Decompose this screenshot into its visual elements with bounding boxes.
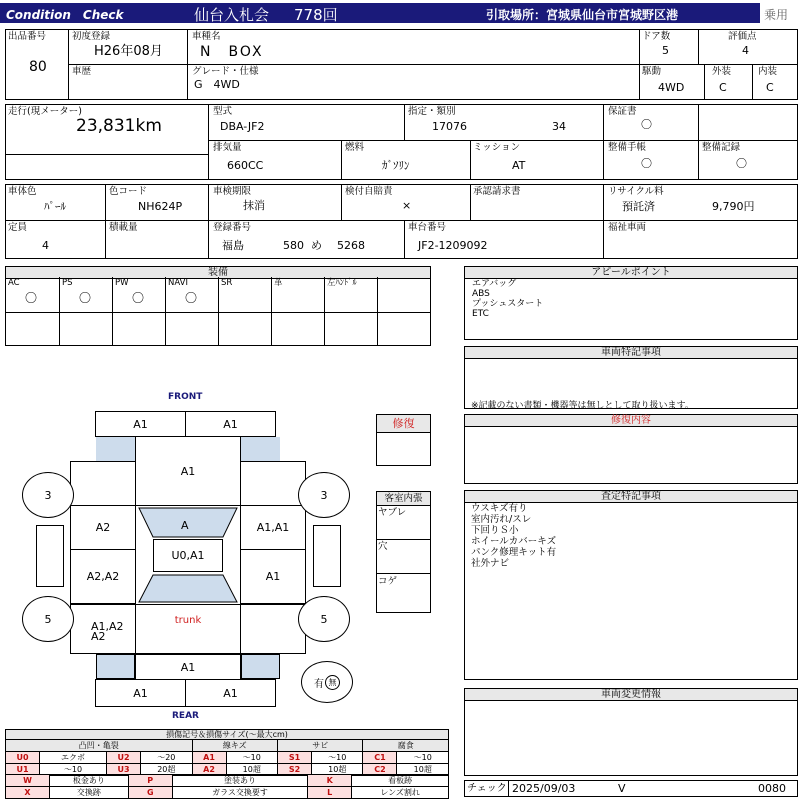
cabin-item-2: コゲ — [378, 576, 398, 587]
legend-code: G — [128, 787, 172, 799]
exterior-label: 外装 — [712, 66, 732, 77]
headlight-left — [96, 437, 135, 461]
mirror-left — [36, 525, 64, 587]
taillight-left — [96, 654, 135, 679]
rear-door-left[interactable]: A2,A2 — [70, 549, 136, 604]
legend-code: C2 — [363, 764, 397, 776]
wheel-rear-left[interactable]: 5 — [22, 596, 74, 642]
liability-label: 検付自賠責 — [345, 186, 393, 197]
plate-kana: め — [311, 239, 322, 252]
legend-code: A1 — [192, 752, 226, 764]
repair-box-title: 修復 — [377, 415, 430, 433]
legend-group-1: 線キズ — [192, 740, 277, 752]
spare-mark: 無 — [325, 675, 340, 690]
equip-value-2: 〇 — [132, 291, 145, 305]
category-label: 乗用 — [764, 8, 789, 22]
displacement: 660CC — [227, 159, 264, 172]
lot-number: 80 — [29, 59, 47, 75]
appeal-line-2: プッシュスタート — [472, 299, 544, 309]
appeal-line-1: ABS — [472, 289, 490, 299]
mirror-right — [313, 525, 341, 587]
warranty: 〇 — [641, 118, 652, 131]
legend-desc: 10超 — [226, 764, 277, 776]
special-title: 車両特記事項 — [465, 347, 797, 359]
headlight-right — [241, 437, 280, 461]
legend-code: S2 — [278, 764, 312, 776]
body-color: ﾊﾟｰﾙ — [44, 200, 66, 213]
special-panel — [464, 346, 798, 409]
transmission: AT — [512, 159, 526, 172]
inspection-line-4: パンク修理キット有 — [471, 547, 557, 558]
inspection-panel — [464, 490, 798, 680]
check-date: 2025/09/03 — [512, 782, 576, 795]
capacity-label: 定員 — [8, 222, 28, 233]
inspection-title: 査定特記事項 — [465, 491, 797, 503]
check-code: 0080 — [758, 782, 786, 795]
interior-grade: C — [766, 81, 774, 94]
legend-desc: 20超 — [141, 764, 192, 776]
legend-desc: 〜10 — [226, 752, 277, 764]
legend-table-2 — [5, 774, 449, 799]
fuel-label: 燃料 — [345, 142, 365, 153]
equip-label-6: 左ﾊﾝﾄﾞﾙ — [327, 278, 357, 288]
rear-bumper-right[interactable]: A1 — [185, 679, 276, 707]
plate-class: 580 — [283, 239, 304, 252]
inspection-label: 車検期限 — [213, 186, 252, 197]
body-color-label: 車体色 — [8, 186, 37, 197]
maint-record-label: 整備記録 — [702, 142, 741, 153]
equip-label-3: NAVI — [168, 278, 188, 288]
equip-value-0: 〇 — [25, 291, 38, 305]
model-label: 型式 — [213, 106, 233, 117]
legend-desc: レンズ割れ — [352, 787, 449, 799]
legend-code: U3 — [107, 764, 141, 776]
rear-gate[interactable]: A1 — [135, 654, 241, 680]
rear-quarter-right[interactable] — [240, 604, 306, 654]
legend-code: U1 — [6, 764, 40, 776]
legend-code: K — [308, 775, 352, 787]
first-reg: H26年08月 — [94, 44, 163, 59]
capacity: 4 — [42, 239, 49, 252]
grade: G 4WD — [194, 78, 240, 91]
legend-desc: 交換跡 — [50, 787, 129, 799]
warranty-label: 保証書 — [608, 106, 637, 117]
legend-desc: 〜10 — [312, 752, 363, 764]
inspection-line-0: ウスキズ有り — [471, 503, 528, 514]
legend-desc: ガラス交換要す — [172, 787, 307, 799]
legend-code: C1 — [363, 752, 397, 764]
taillight-right — [241, 654, 280, 679]
recycle-label: リサイクル料 — [608, 186, 664, 197]
color-code-label: 色コード — [109, 186, 148, 197]
inspection-line-2: 下回りＳ小 — [471, 525, 519, 536]
score: 4 — [742, 44, 749, 57]
maint-manual: 〇 — [641, 157, 652, 170]
change-panel — [464, 688, 798, 776]
rear-door-right[interactable]: A1 — [240, 549, 306, 604]
appeal-line-3: ETC — [472, 309, 489, 319]
quarter-left-label-2: A2 — [91, 630, 106, 643]
auction-name: 仙台入札会 — [194, 6, 270, 24]
wheel-front-right[interactable]: 3 — [298, 472, 350, 518]
lot-round: 778回 — [294, 6, 338, 24]
equip-label-1: PS — [62, 278, 73, 288]
legend-group-0: 凸凹・亀裂 — [6, 740, 193, 752]
legend-code: L — [308, 787, 352, 799]
inspection-line-3: ホイールカバーキズ — [471, 536, 557, 547]
equip-label-4: SR — [221, 278, 233, 288]
model-code: DBA-JF2 — [220, 120, 265, 133]
equip-label-5: 革 — [274, 278, 283, 288]
front-door-right[interactable]: A1,A1 — [240, 505, 306, 550]
front-fender-left[interactable] — [70, 461, 136, 506]
rear-label: REAR — [172, 711, 199, 721]
legend-title: 損傷記号＆損傷サイズ(〜最大cm) — [5, 729, 449, 740]
load-label: 積載量 — [109, 222, 138, 233]
drive: 4WD — [658, 81, 685, 94]
liability: × — [402, 199, 412, 212]
doors: 5 — [662, 44, 669, 57]
legend-group-3: 腐食 — [363, 740, 449, 752]
legend-desc: 塗装あり — [172, 775, 307, 787]
car-name: N BOX — [200, 44, 264, 60]
plate-area: 福島 — [222, 239, 244, 252]
chassis-number: JF2-1209092 — [418, 239, 488, 252]
legend-desc: 〜10 — [397, 752, 449, 764]
approval-label: 承認請求書 — [473, 186, 521, 197]
hood[interactable]: A1 — [135, 436, 241, 506]
maint-record: 〇 — [736, 157, 747, 170]
roof[interactable]: U0,A1 — [153, 539, 223, 572]
wheel-front-left[interactable]: 3 — [22, 472, 74, 518]
trunk-panel[interactable]: trunk — [135, 604, 241, 654]
front-label: FRONT — [168, 392, 203, 402]
legend-desc: 〜20 — [141, 752, 192, 764]
cabin-item-1: 穴 — [378, 541, 388, 552]
legend-table — [5, 739, 449, 776]
cabin-title: 客室内張 — [377, 492, 430, 506]
equip-value-1: 〇 — [79, 291, 92, 305]
legend-code: U0 — [6, 752, 40, 764]
windshield-label: A — [181, 519, 189, 532]
legend-code: S1 — [278, 752, 312, 764]
pickup-location: 引取場所：宮城県仙台市宮城野区港 — [486, 8, 679, 22]
recycle-fee: 9,790円 — [712, 200, 755, 213]
repair-detail-panel — [464, 414, 798, 484]
mileage: 23,831km — [76, 116, 162, 136]
legend-desc: エクボ — [40, 752, 107, 764]
front-fender-right[interactable] — [240, 461, 306, 506]
plate-number: 5268 — [337, 239, 365, 252]
inspection-expiry: 抹消 — [243, 199, 265, 212]
legend-desc: 板金あり — [50, 775, 129, 787]
displacement-label: 排気量 — [213, 142, 242, 153]
inspection-line-1: 室内汚れ/スレ — [471, 514, 532, 525]
mileage-label: 走行(現メーター) — [8, 106, 82, 117]
designation-no: 17076 — [432, 120, 467, 133]
interior-label: 内装 — [758, 66, 778, 77]
appeal-title: アピールポイント — [465, 267, 797, 279]
color-code: NH624P — [138, 200, 183, 213]
brand-title: Condition Check — [6, 8, 124, 22]
first-reg-label: 初度登録 — [72, 31, 111, 42]
check-label: チェック — [467, 783, 507, 794]
quarter-left-label-1: A1,A2 — [91, 620, 124, 633]
cabin-item-0: ヤブレ — [378, 507, 407, 518]
rear-glass — [139, 575, 237, 602]
legend-code: P — [128, 775, 172, 787]
grade-label: グレード・仕様 — [192, 66, 259, 77]
check-mark: V — [618, 782, 626, 795]
change-title: 車両変更情報 — [465, 689, 797, 701]
legend-code: A2 — [192, 764, 226, 776]
appeal-panel — [464, 266, 798, 340]
appeal-line-0: エアバッグ — [472, 279, 517, 289]
welfare-label: 福祉車両 — [608, 222, 647, 233]
transmission-label: ミッション — [473, 142, 521, 153]
repair-detail-title: 修復内容 — [465, 415, 797, 427]
designation-label: 指定・類別 — [408, 106, 456, 117]
car-name-label: 車種名 — [192, 31, 221, 42]
maint-manual-label: 整備手帳 — [608, 142, 647, 153]
equipment-title: 装備 — [6, 267, 430, 279]
legend-code: U2 — [107, 752, 141, 764]
front-door-left[interactable]: A2 — [70, 505, 136, 550]
equip-value-3: 〇 — [185, 291, 198, 305]
fuel: ｶﾞｿﾘﾝ — [382, 159, 410, 172]
front-bumper-left[interactable]: A1 — [95, 411, 186, 437]
spare-tire[interactable]: 有 無 — [301, 661, 353, 703]
inspection-line-5: 社外ナビ — [471, 558, 510, 569]
doors-label: ドア数 — [642, 31, 671, 42]
equip-label-2: PW — [115, 278, 129, 288]
wheel-rear-right[interactable]: 5 — [298, 596, 350, 642]
legend-desc: 看板跡 — [352, 775, 449, 787]
legend-group-2: サビ — [278, 740, 363, 752]
category-no: 34 — [552, 120, 566, 133]
legend-desc: 10超 — [312, 764, 363, 776]
front-bumper-right[interactable]: A1 — [185, 411, 276, 437]
exterior-grade: C — [719, 81, 727, 94]
special-note: ※記載のない書類・機器等は無しとして取り扱います。 — [471, 401, 694, 411]
drive-label: 駆動 — [642, 66, 662, 77]
recycle-status: 預託済 — [622, 200, 655, 213]
rear-bumper-left[interactable]: A1 — [95, 679, 186, 707]
plate-label: 登録番号 — [213, 222, 252, 233]
history-label: 車歴 — [72, 66, 92, 77]
legend-code: X — [6, 787, 50, 799]
legend-desc: 〜10 — [40, 764, 107, 776]
repair-box — [376, 414, 431, 466]
chassis-label: 車台番号 — [408, 222, 447, 233]
equip-label-0: AC — [8, 278, 20, 288]
score-label: 評価点 — [728, 31, 757, 42]
legend-code: W — [6, 775, 50, 787]
legend-desc: 10超 — [397, 764, 449, 776]
lot-label: 出品番号 — [8, 31, 47, 42]
